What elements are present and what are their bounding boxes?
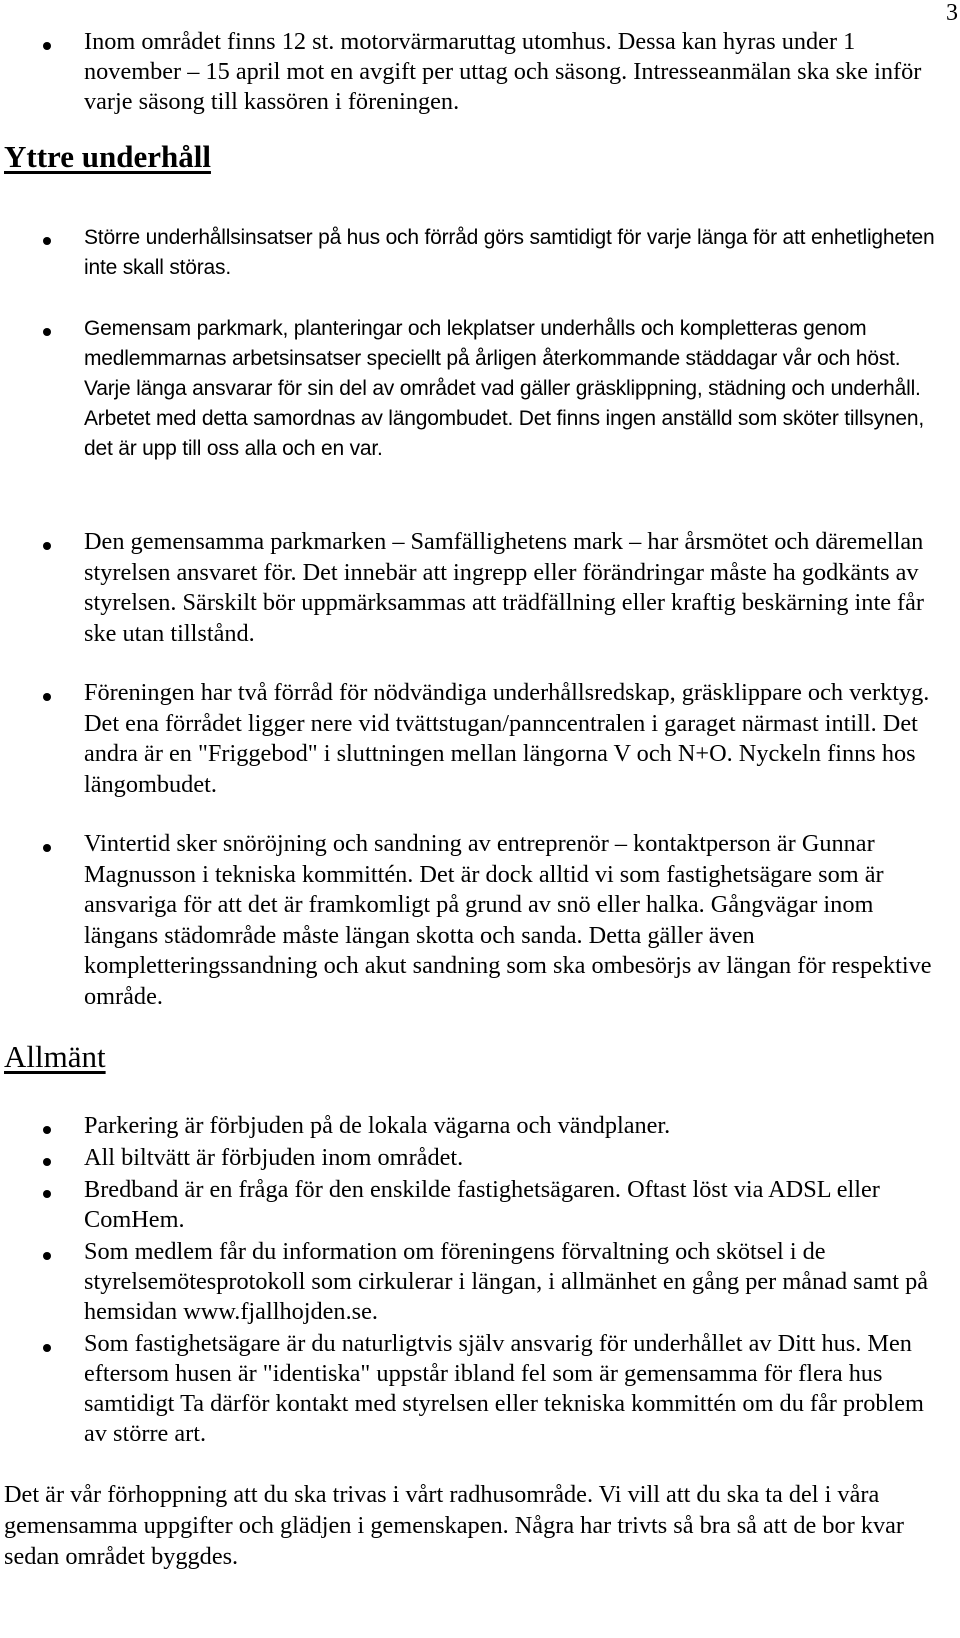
yttre-underhall-list-continued <box>0 527 940 1012</box>
list-item <box>0 314 940 464</box>
bullet-text: Föreningen har två förråd för nödvändiga underhållsredskap, gräsklippare och verktyg. Det ena förrådet ligger nere vid tvättstugan/panncentralen i garaget närmast intill. Det andra är en "Friggebod" i sluttningen mellan längorna V och N+O. Nyckeln finns hos längombudet. <box>84 679 930 798</box>
list-item <box>0 1329 940 1449</box>
closing-paragraph: Det är vår förhoppning att du ska trivas i vårt radhusområde. Vi vill att du ska ta del i våra gemensamma uppgifter och glädjen i gemenskapen. Några har trivts så bra så att de bor kvar sedan området byggdes. <box>4 1481 905 1570</box>
bullet-icon <box>43 844 51 852</box>
bullet-icon <box>43 1126 51 1134</box>
bullet-icon <box>43 1190 51 1198</box>
list-item <box>0 1175 940 1235</box>
section-heading-allmant: Allmänt <box>4 1039 106 1074</box>
bullet-icon <box>43 328 51 336</box>
section-heading-yttre-underhall: Yttre underhåll <box>4 139 211 174</box>
bullet-text: Bredband är en fråga för den enskilde fastighetsägaren. Oftast löst via ADSL eller ComHem. <box>84 1176 880 1233</box>
list-item <box>0 527 940 649</box>
bullet-icon <box>43 1158 51 1166</box>
bullet-icon <box>43 1344 51 1352</box>
bullet-text: Den gemensamma parkmarken – Samfällighetens mark – har årsmötet och däremellan styrelsen ansvaret för. Det innebär att ingrepp eller förändringar måste ha godkänts av styrelsen. Särskilt bör uppmärksammas att trädfällning eller kraftig beskärning inte får ske utan tillstånd. <box>84 528 925 647</box>
bullet-text: Som medlem får du information om föreningens förvaltning och skötsel i de styrelsemötesprotokoll som cirkulerar i längan, i allmänhet en gång per månad samt på hemsidan www.fjallhojden.se. <box>84 1238 929 1325</box>
list-item <box>0 223 940 283</box>
bullet-text: All biltvätt är förbjuden inom området. <box>84 1144 464 1171</box>
bullet-text: Som fastighetsägare är du naturligtvis själv ansvarig för underhållet av Ditt hus. Men eftersom husen är "identiska" uppstår ibland fel som är gemensamma för flera hus samtidigt Ta därför kontakt med styrelsen eller tekniska kommittén om du får problem av större art. <box>84 1330 924 1447</box>
bullet-icon <box>43 42 51 50</box>
list-item <box>0 829 940 1012</box>
list-item <box>0 1237 940 1327</box>
allmant-list <box>0 1111 940 1449</box>
bullet-icon <box>43 693 51 701</box>
bullet-text: Vintertid sker snöröjning och sandning av entreprenör – kontaktperson är Gunnar Magnusson i tekniska kommittén. Det är dock alltid vi som fastighetsägare som är ansvariga för att det är framkomligt på grund av snö eller halka. Gångvägar inom längans städområde måste längan skotta och sanda. Detta gäller även kompletteringssandning och akut sandning som ska ombesörjs av längan för respektive område. <box>84 830 932 1010</box>
list-item <box>0 1143 940 1173</box>
page-number: 3 <box>946 0 958 26</box>
bullet-icon <box>43 542 51 550</box>
bullet-icon <box>43 237 51 245</box>
bullet-text: Gemensam parkmark, planteringar och lekplatser underhålls och kompletteras genom medlemmarnas arbetsinsatser speciellt på årligen återkommande städdagar vår och höst. Varje länga ansvarar för sin del av området vad gäller gräsklippning, städning och underhåll. Arbetet med detta samordnas av längombudet. Det finns ingen anställd som sköter tillsynen, det är upp till oss alla och en var. <box>84 317 924 460</box>
bullet-icon <box>43 1252 51 1260</box>
bullet-text: Större underhållsinsatser på hus och förråd görs samtidigt för varje länga för att enhetligheten inte skall störas. <box>84 226 935 279</box>
yttre-underhall-list <box>0 223 940 464</box>
intro-list <box>0 27 940 117</box>
list-item <box>0 678 940 800</box>
list-item <box>0 1111 940 1141</box>
list-item <box>0 27 940 117</box>
bullet-text: Parkering är förbjuden på de lokala vägarna och vändplaner. <box>84 1112 671 1139</box>
bullet-text: Inom området finns 12 st. motorvärmaruttag utomhus. Dessa kan hyras under 1 november – 15 april mot en avgift per uttag och säsong. Intresseanmälan ska ske inför varje säsong till kassören i föreningen. <box>84 28 922 115</box>
